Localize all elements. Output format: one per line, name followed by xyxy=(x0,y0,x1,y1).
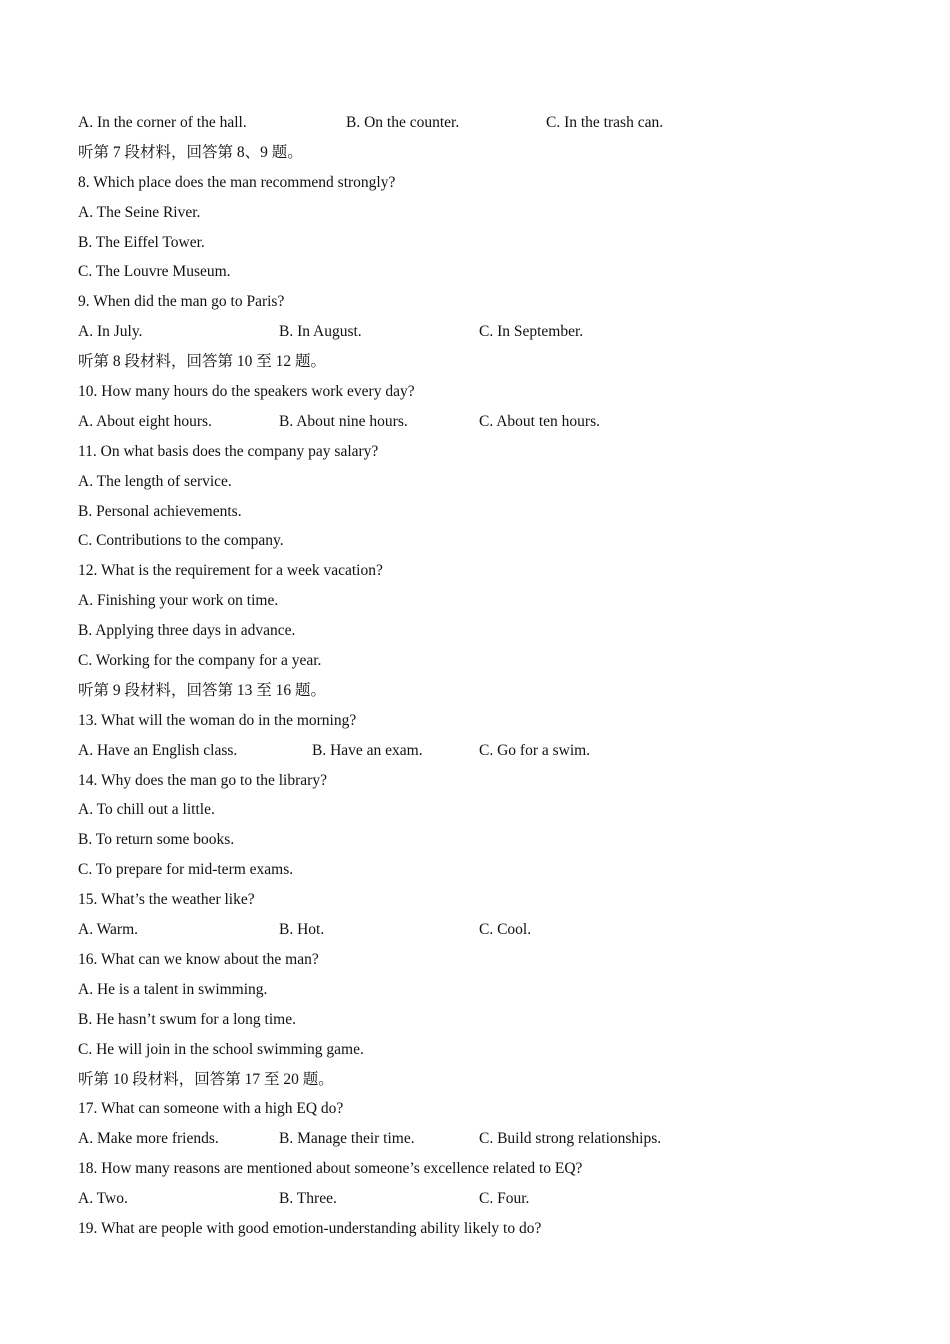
option-b: B. Hot. xyxy=(279,921,325,939)
option-a: A. About eight hours. xyxy=(78,412,212,430)
text-line: 14. Why does the man go to the library? xyxy=(78,771,327,789)
options-row xyxy=(78,407,898,437)
options-row xyxy=(78,1124,898,1154)
text-line: B. To return some books. xyxy=(78,831,235,849)
options-row xyxy=(78,108,898,138)
option-a: A. Warm. xyxy=(78,921,139,939)
option-a: A. Two. xyxy=(78,1190,128,1208)
text-line: A. The Seine River. xyxy=(78,203,201,221)
question-list xyxy=(78,108,898,1244)
text-line: A. He is a talent in swimming. xyxy=(78,980,268,998)
text-line: C. Contributions to the company. xyxy=(78,532,284,550)
option-b: B. Manage their time. xyxy=(279,1130,415,1148)
text-line: 12. What is the requirement for a week vacation? xyxy=(78,562,383,580)
text-line: C. To prepare for mid-term exams. xyxy=(78,861,294,879)
options-row xyxy=(78,736,898,766)
option-c: C. In September. xyxy=(479,323,584,341)
text-line: B. Applying three days in advance. xyxy=(78,622,296,640)
option-b: B. Have an exam. xyxy=(312,741,423,759)
text-line: 8. Which place does the man recommend strongly? xyxy=(78,173,396,191)
text-line: A. To chill out a little. xyxy=(78,801,215,819)
options-row xyxy=(78,317,898,347)
text-line: 10. How many hours do the speakers work every day? xyxy=(78,383,415,401)
option-a: A. Have an English class. xyxy=(78,741,238,759)
text-line: C. Working for the company for a year. xyxy=(78,652,322,670)
text-line: 18. How many reasons are mentioned about someone’s excellence related to EQ? xyxy=(78,1160,583,1178)
text-line: A. The length of service. xyxy=(78,472,232,490)
option-c: C. Cool. xyxy=(479,921,532,939)
option-c: C. Build strong relationships. xyxy=(479,1130,662,1148)
text-line: 听第 7 段材料，回答第 8、9 题。 xyxy=(78,143,303,161)
option-c: C. Go for a swim. xyxy=(479,741,591,759)
text-line: 11. On what basis does the company pay salary? xyxy=(78,442,379,460)
text-line: B. He hasn’t swum for a long time. xyxy=(78,1010,296,1028)
options-row xyxy=(78,915,898,945)
option-b: B. About nine hours. xyxy=(279,412,408,430)
option-b: B. In August. xyxy=(279,323,362,341)
text-line: A. Finishing your work on time. xyxy=(78,592,279,610)
text-line: C. The Louvre Museum. xyxy=(78,263,231,281)
text-line: 9. When did the man go to Paris? xyxy=(78,293,285,311)
text-line: 听第 9 段材料，回答第 13 至 16 题。 xyxy=(78,681,327,699)
option-c: C. Four. xyxy=(479,1190,530,1208)
option-b: B. Three. xyxy=(279,1190,337,1208)
text-line: 听第 8 段材料，回答第 10 至 12 题。 xyxy=(78,353,327,371)
text-line: 15. What’s the weather like? xyxy=(78,891,255,909)
option-c: C. About ten hours. xyxy=(479,412,600,430)
option-b: B. On the counter. xyxy=(346,114,460,131)
text-line: 13. What will the woman do in the morning? xyxy=(78,711,357,729)
text-line: 听第 10 段材料，回答第 17 至 20 题。 xyxy=(78,1070,334,1088)
text-line: B. The Eiffel Tower. xyxy=(78,233,205,251)
option-a: A. In the corner of the hall. xyxy=(78,114,247,131)
option-a: A. In July. xyxy=(78,323,143,341)
option-c: C. In the trash can. xyxy=(546,114,664,131)
options-row xyxy=(78,1184,898,1214)
text-line: 17. What can someone with a high EQ do? xyxy=(78,1100,344,1118)
text-line: 16. What can we know about the man? xyxy=(78,950,319,968)
option-a: A. Make more friends. xyxy=(78,1130,219,1148)
text-line: B. Personal achievements. xyxy=(78,502,242,520)
text-line: C. He will join in the school swimming game. xyxy=(78,1040,364,1058)
text-line: 19. What are people with good emotion-understanding ability likely to do? xyxy=(78,1219,542,1237)
